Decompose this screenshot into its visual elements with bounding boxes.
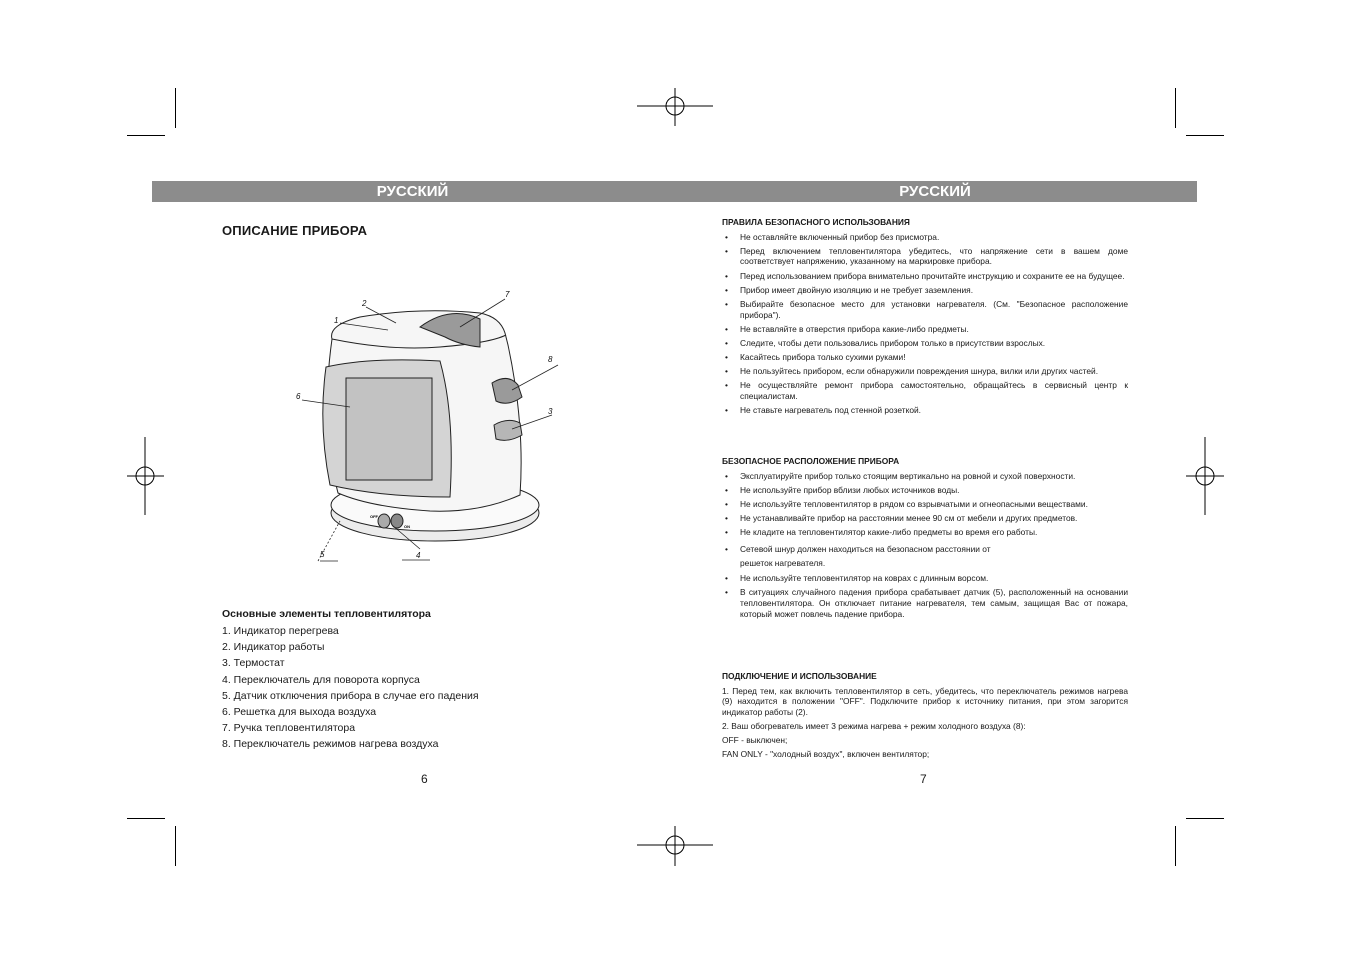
list-item: • Не осуществляйте ремонт прибора самостоятельно, обращайтесь в сервисный центр к специалистам. bbox=[725, 380, 1128, 402]
switch-off-label: OFF bbox=[370, 514, 378, 519]
callout-6: 6 bbox=[296, 392, 301, 401]
list-item: • Не ставьте нагреватель под стенной розеткой. bbox=[725, 405, 922, 416]
callout-5: 5 bbox=[320, 550, 325, 559]
list-item: • Не устанавливайте прибор на расстоянии менее 90 см от мебели и других предметов. bbox=[725, 513, 1078, 524]
header-bar-left bbox=[152, 181, 673, 202]
parts-list bbox=[222, 623, 479, 753]
list-item: • Не используйте тепловентилятор на коврах с длинным ворсом. bbox=[725, 573, 989, 584]
list-item: • Не используйте прибор вблизи любых источников воды. bbox=[725, 484, 960, 495]
list-item: 8. Переключатель режимов нагрева воздуха bbox=[222, 738, 439, 751]
language-label-right: РУССКИЙ bbox=[899, 183, 971, 200]
list-item: • Выбирайте безопасное место для установки нагревателя. (См. "Безопасное расположение прибора"). bbox=[725, 298, 1128, 320]
list-item: 7. Ручка тепловентилятора bbox=[222, 722, 356, 735]
list-item: • Сетевой шнур должен находиться на безопасном расстоянии от решеток нагревателя. bbox=[725, 543, 991, 568]
callout-3: 3 bbox=[548, 407, 553, 416]
placement-list bbox=[722, 471, 1128, 620]
list-item: 3. Термостат bbox=[222, 657, 285, 670]
safety-section bbox=[722, 217, 1128, 419]
page-title: ОПИСАНИЕ ПРИБОРА bbox=[222, 223, 368, 238]
list-item: • Не оставляйте включенный прибор без присмотра. bbox=[725, 231, 940, 242]
page-number-left: 6 bbox=[421, 772, 428, 786]
list-item: • Касайтесь прибора только сухими руками! bbox=[725, 352, 906, 363]
heater-illustration bbox=[280, 285, 570, 575]
list-item: • Перед использованием прибора внимательно прочитайте инструкцию и сохраните ее на будущее. bbox=[725, 270, 1125, 281]
list-item: • Не используйте тепловентилятор в рядом со взрывчатыми и огнеопасными веществами. bbox=[725, 498, 1088, 509]
paragraph: 1. Перед тем, как включить тепловентилятор в сеть, убедитесь, что переключатель режимов нагрева (9) находится в положении "OFF". Подключите прибор к источнику питания, при этом загорится индикатор работы (2). bbox=[722, 685, 1128, 717]
list-item: • Не вставляйте в отверстия прибора какие-либо предметы. bbox=[725, 323, 969, 334]
list-item: • Не кладите на тепловентилятор какие-либо предметы во время его работы. bbox=[725, 527, 1038, 538]
list-item: • Прибор имеет двойную изоляцию и не требует заземления. bbox=[725, 284, 974, 295]
list-item: • Следите, чтобы дети пользовались прибором только в присутствии взрослых. bbox=[725, 337, 1046, 348]
paragraph: FAN ONLY - "холодный воздух", включен вентилятор; bbox=[722, 749, 930, 760]
list-item: • Не пользуйтесь прибором, если обнаружили повреждения шнура, вилки или других частей. bbox=[725, 366, 1099, 377]
paragraph: OFF - выключен; bbox=[722, 735, 788, 746]
list-item: 5. Датчик отключения прибора в случае его падения bbox=[222, 689, 479, 702]
callout-7: 7 bbox=[505, 290, 510, 299]
header-bar-right bbox=[673, 181, 1197, 202]
list-item: 6. Решетка для выхода воздуха bbox=[222, 705, 377, 718]
paragraph: 2. Ваш обогреватель имеет 3 режима нагрева + режим холодного воздуха (8): bbox=[722, 720, 1026, 731]
callout-4: 4 bbox=[416, 551, 421, 560]
placement-section bbox=[722, 456, 1128, 623]
callout-8: 8 bbox=[548, 355, 553, 364]
callout-2: 2 bbox=[362, 299, 367, 308]
section-title: ПОДКЛЮЧЕНИЕ И ИСПОЛЬЗОВАНИЕ bbox=[722, 671, 877, 681]
switch-on-label: ON bbox=[404, 524, 410, 529]
list-item: • В ситуациях случайного падения прибора срабатывает датчик (5), расположенный на основании тепловентилятора. Он отключает питание нагревателя, тем самым, защищая Вас от пожара, который может повлечь падение прибора. bbox=[725, 587, 1128, 619]
list-item: • Перед включением тепловентилятора убедитесь, что напряжение сети в вашем доме соответствует напряжению, указанному на маркировке прибора. bbox=[725, 245, 1128, 267]
list-item: 4. Переключатель для поворота корпуса bbox=[222, 673, 420, 686]
list-item: 1. Индикатор перегрева bbox=[222, 625, 339, 637]
list-item: • Эксплуатируйте прибор только стоящим вертикально на ровной и сухой поверхности. bbox=[725, 470, 1076, 481]
parts-title: Основные элементы тепловентилятора bbox=[222, 608, 431, 620]
callout-1: 1 bbox=[334, 316, 339, 325]
page-number-right: 7 bbox=[920, 772, 927, 786]
section-title: ПРАВИЛА БЕЗОПАСНОГО ИСПОЛЬЗОВАНИЯ bbox=[722, 217, 910, 227]
language-label-left: РУССКИЙ bbox=[376, 183, 449, 200]
safety-list bbox=[722, 232, 1128, 416]
usage-section bbox=[722, 671, 1128, 764]
list-item: 2. Индикатор работы bbox=[222, 641, 325, 654]
section-title: БЕЗОПАСНОЕ РАСПОЛОЖЕНИЕ ПРИБОРА bbox=[722, 456, 900, 466]
